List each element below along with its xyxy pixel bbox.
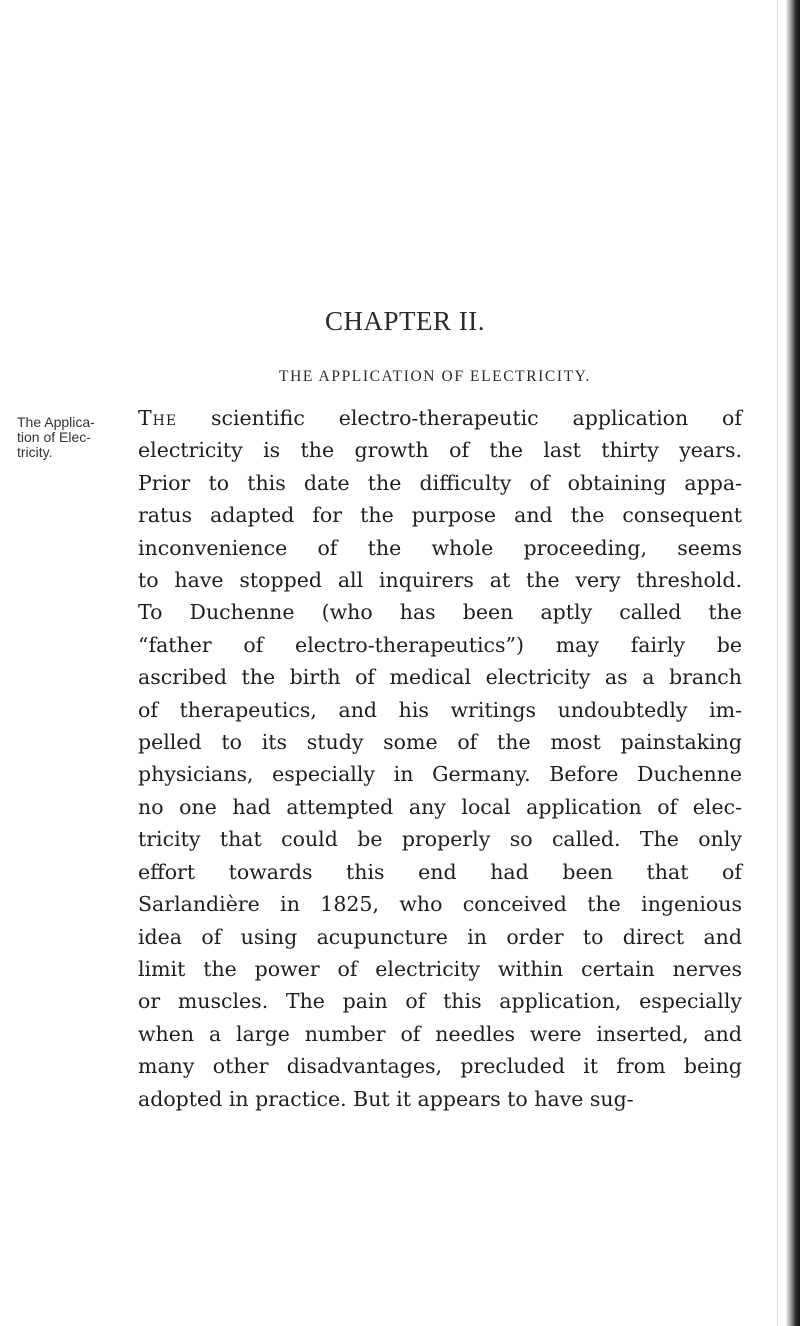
- body-line: to have stopped all inquirers at the very threshold.: [138, 568, 742, 593]
- body-line: electricity is the growth of the last thirty years.: [138, 438, 742, 463]
- body-line: ratus adapted for the purpose and the consequent: [138, 503, 742, 528]
- body-line-text: scientific electro-therapeutic application of: [177, 406, 742, 430]
- page-binding-edge: [786, 0, 800, 1326]
- body-line: adopted in practice. But it appears to have sug-: [138, 1086, 634, 1111]
- margin-note: [17, 415, 117, 460]
- body-line: of therapeutics, and his writings undoubtedly im-: [138, 697, 742, 722]
- page-gutter-line: [777, 0, 778, 1326]
- body-line: Sarlandière in 1825, who conceived the ingenious: [138, 892, 742, 917]
- body-line: [138, 402, 742, 434]
- body-line: Prior to this date the difficulty of obtaining appa-: [138, 470, 742, 495]
- body-line: tricity that could be properly so called. The only: [138, 827, 742, 852]
- body-line: many other disadvantages, precluded it from being: [138, 1054, 742, 1079]
- body-line: no one had attempted any local application of elec-: [138, 794, 742, 819]
- margin-note-line: The Applica-: [17, 414, 95, 430]
- margin-note-line: tricity.: [17, 444, 53, 460]
- body-line: effort towards this end had been that of: [138, 859, 742, 884]
- body-line: “father of electro-therapeutics”) may fairly be: [138, 632, 742, 657]
- margin-note-line: tion of Elec-: [17, 429, 91, 445]
- body-line: physicians, especially in Germany. Before Duchenne: [138, 762, 742, 787]
- body-line: idea of using acupuncture in order to direct and: [138, 924, 742, 949]
- section-title: THE APPLICATION OF ELECTRICITY.: [279, 368, 591, 385]
- chapter-title: CHAPTER II.: [325, 306, 485, 336]
- body-line: limit the power of electricity within certain nerves: [138, 956, 742, 981]
- body-line: or muscles. The pain of this application, especially: [138, 989, 742, 1014]
- body-line: when a large number of needles were inserted, and: [138, 1021, 742, 1046]
- body-line: pelled to its study some of the most painstaking: [138, 730, 742, 755]
- body-line: inconvenience of the whole proceeding, seems: [138, 535, 742, 560]
- body-paragraph: [138, 402, 742, 1115]
- lead-word: The: [138, 406, 178, 430]
- body-line: To Duchenne (who has been aptly called the: [138, 600, 742, 625]
- body-line: ascribed the birth of medical electricity as a branch: [138, 665, 742, 690]
